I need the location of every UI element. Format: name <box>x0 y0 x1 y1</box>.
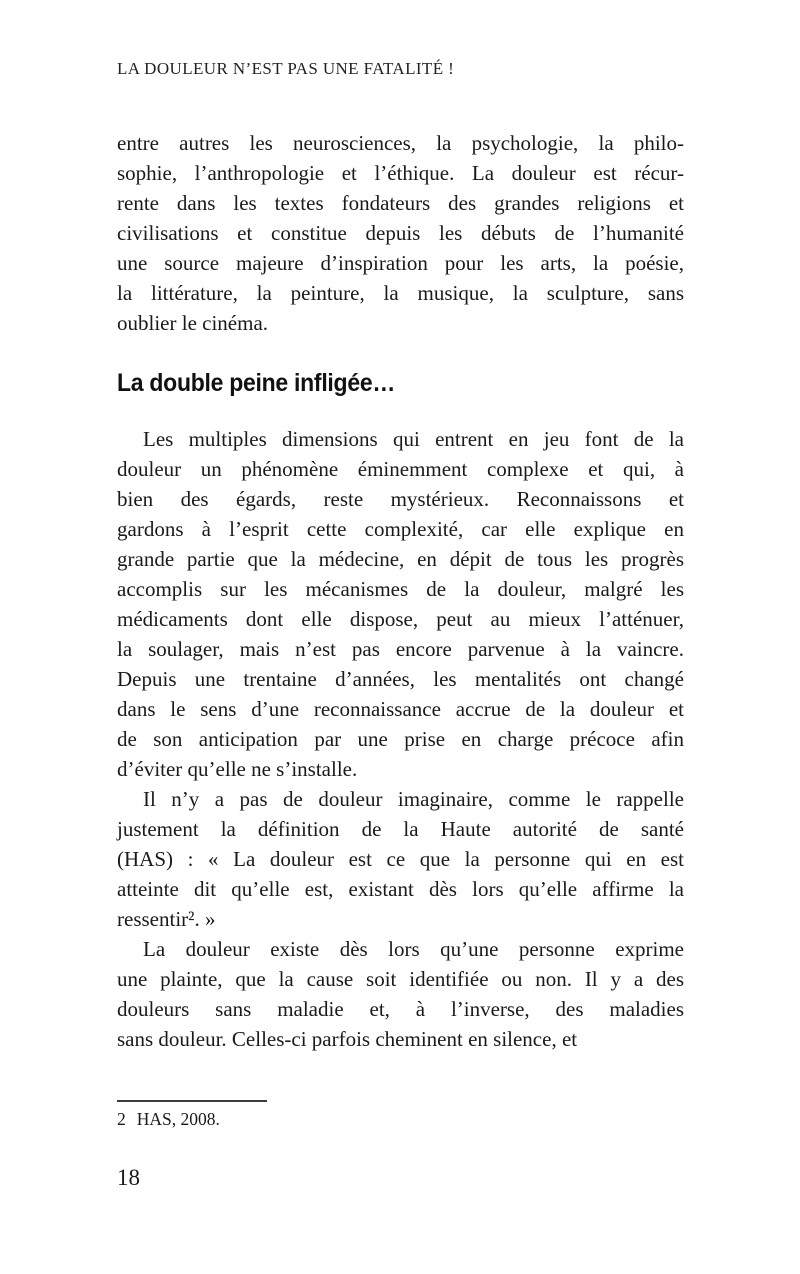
text-line: La douleur existe dès lors qu’une personne exprime <box>143 937 684 961</box>
text-line: rente dans les textes fondateurs des grandes religions et <box>117 191 684 215</box>
text-line: la soulager, mais n’est pas encore parvenue à la vaincre. <box>117 637 684 661</box>
paragraph <box>117 128 684 338</box>
paragraph <box>117 934 684 1054</box>
text-line: accomplis sur les mécanismes de la douleur, malgré les <box>117 577 684 601</box>
text-column <box>117 128 684 1054</box>
text-line: oublier le cinéma. <box>117 311 269 335</box>
text-line: justement la définition de la Haute autorité de santé <box>117 817 684 841</box>
text-line: une source majeure d’inspiration pour les arts, la poésie, <box>117 251 684 275</box>
text-line: bien des égards, reste mystérieux. Reconnaissons et <box>117 487 684 511</box>
text-line: la littérature, la peinture, la musique, la sculpture, sans <box>117 281 684 305</box>
text-line: ressentir². » <box>117 907 216 931</box>
paragraph <box>117 424 684 784</box>
section-heading: La double peine infligée… <box>117 369 396 397</box>
text-line: de son anticipation par une prise en charge précoce afin <box>117 727 684 751</box>
text-line: Les multiples dimensions qui entrent en jeu font de la <box>143 427 684 451</box>
text-line: douleurs sans maladie et, à l’inverse, des maladies <box>117 997 684 1021</box>
text-line: Depuis une trentaine d’années, les mentalités ont changé <box>117 667 684 691</box>
running-header: LA DOULEUR N’EST PAS UNE FATALITÉ ! <box>117 59 455 78</box>
text-line: grande partie que la médecine, en dépit de tous les progrès <box>117 547 684 571</box>
text-line: douleur un phénomène éminemment complexe et qui, à <box>117 457 684 481</box>
text-line: atteinte dit qu’elle est, existant dès lors qu’elle affirme la <box>117 877 684 901</box>
text-line: Il n’y a pas de douleur imaginaire, comme le rappelle <box>143 787 684 811</box>
text-line: dans le sens d’une reconnaissance accrue de la douleur et <box>117 697 684 721</box>
paragraph <box>117 784 684 934</box>
footnote-marker: 2 <box>117 1109 126 1129</box>
text-line: sans douleur. Celles-ci parfois cheminent en silence, et <box>117 1027 578 1051</box>
text-line: gardons à l’esprit cette complexité, car elle explique en <box>117 517 684 541</box>
footnote <box>117 1100 684 1129</box>
text-line: sophie, l’anthropologie et l’éthique. La douleur est récur- <box>117 161 684 185</box>
text-line: entre autres les neurosciences, la psychologie, la philo- <box>117 131 684 155</box>
footnote-text: HAS, 2008. <box>136 1109 220 1129</box>
text-line: (HAS) : « La douleur est ce que la personne qui en est <box>117 847 684 871</box>
footnote-text-line <box>117 1109 684 1129</box>
text-line: civilisations et constitue depuis les débuts de l’humanité <box>117 221 684 245</box>
page-number: 18 <box>117 1165 140 1190</box>
text-line: une plainte, que la cause soit identifiée ou non. Il y a des <box>117 967 684 991</box>
footnote-divider <box>117 1100 267 1102</box>
text-line: d’éviter qu’elle ne s’installe. <box>117 757 358 781</box>
text-line: médicaments dont elle dispose, peut au mieux l’atténuer, <box>117 607 684 631</box>
